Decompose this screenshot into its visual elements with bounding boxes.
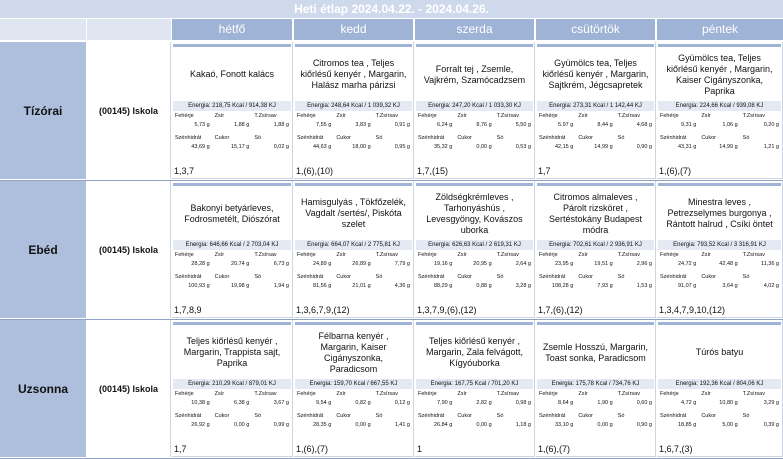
nutrient-label-salt: Só: [496, 135, 504, 141]
nutrient-value-protein: 23,95 g: [554, 261, 574, 267]
nutrient-label-protein: Fehérje: [175, 391, 194, 397]
nutrient-value-carbohydrate: 26,92 g: [191, 422, 210, 428]
nutrition-group: [295, 252, 412, 270]
nutrition-group: [416, 113, 533, 131]
nutrition-group: [658, 391, 781, 409]
nutrient-label-salt: Só: [375, 413, 383, 419]
nutrient-value-salt: 0,39 g: [763, 422, 779, 428]
nutrient-value-sugar: 15,17 g: [230, 144, 250, 150]
nutrient-label-fat: Zsír: [336, 252, 346, 258]
allergen-codes: 1,(6),(7): [659, 166, 692, 176]
nutrient-label-sugar: Cukor: [214, 274, 230, 280]
nutrient-value-salt: 0,90 g: [636, 422, 652, 428]
nutrient-label-salt: Só: [254, 135, 262, 141]
nutrient-value-salt: 1,41 g: [394, 422, 410, 428]
day-header-thursday: csütörtök: [536, 19, 655, 40]
nutrient-label-saturated-fat: T.Zsírsav: [375, 391, 398, 397]
energy-value: Energia: 664,07 Kcal / 2 775,81 KJ: [295, 240, 412, 250]
menu-cell: [415, 42, 535, 179]
nutrient-value-protein: 6,24 g: [437, 122, 453, 128]
nutrient-label-protein: Fehérje: [539, 252, 558, 258]
nutrient-label-carbohydrate: Szénhidrát: [418, 413, 445, 419]
nutrition-group: [537, 113, 654, 131]
energy-value: Energia: 248,64 Kcal / 1 039,32 KJ: [295, 101, 412, 111]
nutrient-label-protein: Fehérje: [418, 391, 437, 397]
allergen-codes: 1,7,(15): [417, 166, 449, 176]
nutrient-label-sugar: Cukor: [701, 135, 716, 141]
page-title: Heti étlap 2024.04.22. - 2024.04.26.: [0, 0, 783, 18]
nutrient-value-fat: 20,95 g: [473, 261, 492, 267]
energy-value: Energia: 702,61 Kcal / 2 936,91 KJ: [537, 240, 654, 250]
nutrient-label-protein: Fehérje: [418, 252, 437, 258]
nutrient-label-carbohydrate: Szénhidrát: [660, 135, 687, 141]
menu-cell: [172, 181, 293, 318]
nutrient-value-sugar: 3,64 g: [722, 283, 738, 289]
energy-value: Energia: 210,29 Kcal / 879,01 KJ: [173, 379, 291, 389]
nutrient-label-saturated-fat: T.Zsírsav: [254, 252, 277, 258]
menu-items: Túrós batyu: [695, 347, 744, 357]
menu-cell: [294, 320, 414, 457]
nutrient-value-protein: 7,55 g: [316, 122, 332, 128]
menu-items: Teljes kiőrlésű kenyér , Margarin, Trappista sajt, Paprika: [183, 336, 281, 368]
nutrient-value-sugar: 7,93 g: [597, 283, 613, 289]
nutrient-value-carbohydrate: 35,32 g: [433, 144, 453, 150]
menu-items: Citromos tea , Teljes kiőrlésű kenyér , Margarin, Halász marha párizsi: [300, 58, 407, 90]
nutrient-label-carbohydrate: Szénhidrát: [660, 274, 687, 280]
allergen-codes: 1,7,(6),(12): [538, 305, 583, 315]
nutrient-value-saturated-fat: 2,64 g: [515, 261, 531, 267]
nutrient-value-salt: 0,53 g: [515, 144, 531, 150]
nutrient-label-saturated-fat: T.Zsírsav: [496, 113, 519, 119]
nutrition-group: [173, 391, 291, 409]
allergen-codes: 1,3,6,7,9,(12): [296, 305, 350, 315]
nutrition-group: [416, 252, 533, 270]
nutrition-group: [658, 113, 781, 131]
nutrient-value-saturated-fat: 5,50 g: [515, 122, 531, 128]
cell-accent-bar: [537, 322, 654, 325]
nutrition-group: [295, 391, 412, 409]
day-header-friday: péntek: [657, 19, 783, 40]
nutrient-value-protein: 19,16 g: [433, 261, 453, 267]
nutrient-label-carbohydrate: Szénhidrát: [539, 135, 566, 141]
nutrient-value-sugar: 5,00 g: [722, 422, 738, 428]
allergen-codes: 1,(6),(7): [538, 444, 571, 454]
nutrient-value-sugar: 14,99 g: [719, 144, 738, 150]
menu-items: Gyümölcs tea, Teljes kiőrlésű kenyér , Margarin, Kaiser Cigányszonka, Paprika: [666, 52, 773, 96]
nutrition-group: [537, 274, 654, 292]
cell-accent-bar: [537, 183, 654, 186]
nutrient-value-carbohydrate: 108,28 g: [551, 283, 574, 289]
nutrient-label-salt: Só: [617, 135, 625, 141]
nutrient-label-saturated-fat: T.Zsírsav: [742, 252, 765, 258]
menu-items: Zsemle Hosszú, Margarin, Toast sonka, Paradicsom: [542, 341, 649, 363]
nutrient-label-salt: Só: [254, 413, 262, 419]
nutrition-group: [295, 113, 412, 131]
nutrient-value-saturated-fat: 0,60 g: [636, 400, 652, 406]
nutrient-label-protein: Fehérje: [418, 113, 437, 119]
nutrient-value-fat: 0,82 g: [355, 400, 371, 406]
nutrient-label-carbohydrate: Szénhidrát: [539, 274, 566, 280]
allergen-codes: 1: [417, 444, 423, 454]
nutrient-label-fat: Zsír: [214, 391, 225, 397]
nutrient-label-saturated-fat: T.Zsírsav: [496, 252, 519, 258]
nutrient-label-sugar: Cukor: [701, 274, 716, 280]
menu-items: Forralt tej , Zsemle, Vajkrém, Szamócadzsem: [423, 63, 526, 85]
nutrient-value-carbohydrate: 91,07 g: [677, 283, 697, 289]
nutrient-value-sugar: 0,88 g: [476, 283, 492, 289]
allergen-codes: 1,3,4,7,9,10,(12): [659, 305, 726, 315]
nutrient-label-protein: Fehérje: [297, 391, 316, 397]
nutrient-label-salt: Só: [617, 274, 625, 280]
nutrient-value-saturated-fat: 0,91 g: [394, 122, 410, 128]
energy-value: Energia: 646,66 Kcal / 2 703,04 KJ: [173, 240, 291, 250]
nutrient-label-carbohydrate: Szénhidrát: [297, 274, 324, 280]
energy-value: Energia: 218,75 Kcal / 914,38 KJ: [173, 101, 291, 111]
nutrient-value-saturated-fat: 11,36 g: [761, 261, 779, 267]
meal-label-tizorai: Tízórai: [0, 42, 86, 179]
allergen-codes: 1,(6),(10): [296, 166, 334, 176]
nutrient-label-salt: Só: [496, 274, 504, 280]
nutrient-label-fat: Zsír: [457, 252, 467, 258]
nutrition-group: [416, 135, 533, 153]
nutrient-value-carbohydrate: 44,63 g: [312, 144, 332, 150]
cell-accent-bar: [416, 322, 533, 325]
menu-items: Gyümölcs tea, Teljes kiőrlésű kenyér , Margarin, Sajtkrém, Jégcsapretek: [542, 58, 649, 90]
menu-cell: [294, 181, 414, 318]
nutrient-label-sugar: Cukor: [578, 413, 593, 419]
cell-accent-bar: [295, 44, 412, 47]
cell-accent-bar: [295, 183, 412, 186]
menu-items: Kakaó, Fonott kalács: [189, 69, 275, 79]
nutrient-value-saturated-fat: 0,12 g: [394, 400, 410, 406]
nutrient-value-saturated-fat: 3,29 g: [763, 400, 779, 406]
nutrition-group: [173, 252, 291, 270]
school-label: (00145) Iskola: [87, 320, 171, 457]
nutrient-label-fat: Zsír: [701, 113, 711, 119]
nutrient-value-fat: 2,82 g: [476, 400, 492, 406]
nutrient-value-protein: 9,54 g: [316, 400, 332, 406]
allergen-codes: 1,6,7,(3): [659, 444, 693, 454]
nutrient-label-protein: Fehérje: [660, 391, 679, 397]
cell-accent-bar: [537, 44, 654, 47]
nutrition-group: [658, 252, 781, 270]
nutrient-value-carbohydrate: 26,84 g: [433, 422, 453, 428]
allergen-codes: 1,(6),(7): [296, 444, 329, 454]
menu-cell: [536, 320, 656, 457]
energy-value: Energia: 626,63 Kcal / 2 619,31 KJ: [416, 240, 533, 250]
school-label: (00145) Iskola: [87, 181, 171, 318]
nutrient-value-saturated-fat: 2,96 g: [636, 261, 652, 267]
nutrient-label-fat: Zsír: [701, 391, 711, 397]
cell-accent-bar: [416, 183, 533, 186]
nutrient-label-carbohydrate: Szénhidrát: [539, 413, 566, 419]
nutrient-value-protein: 5,73 g: [194, 122, 210, 128]
nutrient-value-fat: 1,88 g: [234, 122, 250, 128]
nutrient-value-saturated-fat: 1,88 g: [273, 122, 289, 128]
nutrient-label-saturated-fat: T.Zsírsav: [375, 113, 398, 119]
nutrient-value-fat: 26,89 g: [352, 261, 371, 267]
nutrient-label-carbohydrate: Szénhidrát: [297, 413, 324, 419]
nutrient-value-salt: 3,28 g: [515, 283, 531, 289]
menu-items: Teljes kiőrlésű kenyér , Margarin, Zala felvágott, Kígyóuborka: [425, 336, 524, 368]
nutrient-label-protein: Fehérje: [660, 113, 679, 119]
nutrient-value-carbohydrate: 81,56 g: [312, 283, 332, 289]
energy-value: Energia: 175,78 Kcal / 734,76 KJ: [537, 379, 654, 389]
nutrient-value-protein: 28,28 g: [191, 261, 210, 267]
nutrient-label-fat: Zsír: [701, 252, 711, 258]
nutrient-label-fat: Zsír: [336, 391, 346, 397]
cell-accent-bar: [416, 44, 533, 47]
nutrient-value-saturated-fat: 0,20 g: [763, 122, 779, 128]
nutrient-value-salt: 0,02 g: [273, 144, 289, 150]
nutrient-value-salt: 1,18 g: [515, 422, 531, 428]
nutrient-value-carbohydrate: 88,29 g: [433, 283, 453, 289]
energy-value: Energia: 159,70 Kcal / 667,55 KJ: [295, 379, 412, 389]
nutrient-label-protein: Fehérje: [539, 391, 558, 397]
nutrition-group: [658, 135, 781, 153]
menu-cell: [536, 181, 656, 318]
nutrient-value-protein: 9,31 g: [681, 122, 697, 128]
nutrition-group: [537, 252, 654, 270]
nutrient-label-protein: Fehérje: [297, 252, 316, 258]
nutrient-value-carbohydrate: 42,15 g: [554, 144, 574, 150]
nutrient-label-sugar: Cukor: [578, 274, 593, 280]
menu-items: Hamisgulyás , Tökfőzelék, Vagdalt /sertés/, Piskóta szelet: [301, 197, 406, 229]
nutrient-value-salt: 1,21 g: [763, 144, 779, 150]
nutrition-group: [173, 274, 291, 292]
nutrient-label-fat: Zsír: [457, 391, 467, 397]
nutrient-label-carbohydrate: Szénhidrát: [175, 135, 202, 141]
nutrition-group: [173, 413, 291, 431]
menu-items: Zöldségkrémleves , Tarhonyáshús , Levesgyöngy, Kovászos uborka: [426, 191, 523, 235]
nutrition-group: [295, 274, 412, 292]
nutrition-group: [295, 135, 412, 153]
energy-value: Energia: 247,20 Kcal / 1 033,30 KJ: [416, 101, 533, 111]
nutrient-label-protein: Fehérje: [297, 113, 316, 119]
nutrient-label-sugar: Cukor: [214, 413, 230, 419]
nutrient-value-salt: 1,94 g: [273, 283, 289, 289]
nutrient-value-sugar: 19,98 g: [230, 283, 250, 289]
nutrient-label-saturated-fat: T.Zsírsav: [742, 391, 765, 397]
menu-cell: [657, 320, 783, 457]
cell-accent-bar: [658, 183, 781, 186]
nutrient-label-carbohydrate: Szénhidrát: [660, 413, 687, 419]
allergen-codes: 1,7: [174, 444, 187, 454]
cell-accent-bar: [173, 44, 291, 47]
nutrient-label-saturated-fat: T.Zsírsav: [617, 391, 640, 397]
nutrient-value-salt: 4,36 g: [394, 283, 410, 289]
nutrient-label-sugar: Cukor: [578, 135, 593, 141]
allergen-codes: 1,3,7,9,(6),(12): [417, 305, 477, 315]
header-corner: [0, 19, 86, 40]
nutrient-label-fat: Zsír: [578, 252, 588, 258]
nutrient-label-protein: Fehérje: [539, 113, 558, 119]
nutrient-value-fat: 20,74 g: [230, 261, 250, 267]
nutrient-value-sugar: 0,00 g: [476, 422, 492, 428]
nutrition-group: [173, 113, 291, 131]
menu-items: Bakonyi betyárleves, Fodrosmetélt, Diószórat: [184, 202, 280, 224]
day-header-monday: hétfő: [172, 19, 292, 40]
day-header-tuesday: kedd: [294, 19, 413, 40]
nutrient-value-sugar: 0,00 g: [597, 422, 613, 428]
nutrient-label-carbohydrate: Szénhidrát: [418, 135, 445, 141]
nutrient-value-fat: 10,80 g: [719, 400, 738, 406]
allergen-codes: 1,7: [538, 166, 551, 176]
meal-label-uzsonna: Uzsonna: [0, 320, 86, 457]
menu-items: Citromos almaleves , Párolt rizsköret , Sertéstokány Budapest módra: [548, 191, 643, 235]
nutrient-value-carbohydrate: 43,69 g: [191, 144, 210, 150]
nutrient-label-sugar: Cukor: [457, 274, 472, 280]
nutrient-label-sugar: Cukor: [336, 413, 351, 419]
nutrient-label-saturated-fat: T.Zsírsav: [617, 113, 640, 119]
nutrient-label-saturated-fat: T.Zsírsav: [496, 391, 519, 397]
nutrition-group: [295, 413, 412, 431]
menu-cell: [657, 42, 783, 179]
nutrient-label-fat: Zsír: [214, 113, 225, 119]
nutrient-label-carbohydrate: Szénhidrát: [175, 274, 202, 280]
nutrient-value-protein: 10,38 g: [191, 400, 210, 406]
nutrient-value-sugar: 0,00 g: [355, 422, 371, 428]
nutrient-value-sugar: 21,01 g: [352, 283, 371, 289]
energy-value: Energia: 793,52 Kcal / 3 316,91 KJ: [658, 240, 781, 250]
nutrient-value-salt: 0,90 g: [636, 144, 652, 150]
nutrient-label-sugar: Cukor: [214, 135, 230, 141]
school-label: (00145) Iskola: [87, 42, 171, 179]
nutrient-label-salt: Só: [742, 135, 750, 141]
allergen-codes: 1,7,8,9: [174, 305, 202, 315]
nutrient-label-protein: Fehérje: [660, 252, 679, 258]
nutrient-label-fat: Zsír: [214, 252, 225, 258]
menu-cell: [536, 42, 656, 179]
nutrient-label-protein: Fehérje: [175, 113, 194, 119]
nutrition-group: [537, 413, 654, 431]
nutrient-value-carbohydrate: 33,10 g: [554, 422, 574, 428]
nutrient-label-saturated-fat: T.Zsírsav: [254, 391, 277, 397]
nutrient-label-salt: Só: [375, 135, 383, 141]
nutrient-value-protein: 7,90 g: [437, 400, 453, 406]
nutrient-value-saturated-fat: 7,79 g: [394, 261, 410, 267]
nutrient-value-protein: 8,64 g: [558, 400, 574, 406]
nutrient-value-sugar: 0,00 g: [476, 144, 492, 150]
nutrition-group: [416, 391, 533, 409]
nutrient-label-carbohydrate: Szénhidrát: [175, 413, 202, 419]
nutrient-value-protein: 5,97 g: [558, 122, 574, 128]
nutrient-value-salt: 0,95 g: [394, 144, 410, 150]
menu-items: Félbarna kenyér , Margarin, Kaiser Cigányszonka, Paradicsom: [318, 330, 389, 374]
nutrient-value-fat: 6,38 g: [234, 400, 250, 406]
nutrient-label-salt: Só: [617, 413, 625, 419]
nutrient-label-saturated-fat: T.Zsírsav: [254, 113, 277, 119]
nutrition-group: [416, 274, 533, 292]
nutrient-label-saturated-fat: T.Zsírsav: [617, 252, 640, 258]
nutrient-label-salt: Só: [496, 413, 504, 419]
energy-value: Energia: 167,75 Kcal / 701,20 KJ: [416, 379, 533, 389]
nutrient-label-salt: Só: [254, 274, 262, 280]
energy-value: Energia: 273,31 Kcal / 1 142,44 KJ: [537, 101, 654, 111]
menu-cell: [415, 320, 535, 457]
energy-value: Energia: 192,36 Kcal / 804,06 KJ: [658, 379, 781, 389]
nutrient-value-saturated-fat: 0,98 g: [515, 400, 531, 406]
menu-items: Minestra leves , Petrezselymes burgonya , Rántott halrud , Csíki öntet: [666, 197, 773, 229]
nutrient-label-fat: Zsír: [578, 391, 588, 397]
nutrient-label-sugar: Cukor: [457, 135, 472, 141]
nutrient-label-carbohydrate: Szénhidrát: [418, 274, 445, 280]
nutrient-value-protein: 24,89 g: [312, 261, 332, 267]
nutrient-label-salt: Só: [375, 274, 383, 280]
menu-cell: [415, 181, 535, 318]
energy-value: Energia: 224,66 Kcal / 939,08 KJ: [658, 101, 781, 111]
menu-cell: [172, 42, 293, 179]
cell-accent-bar: [173, 183, 291, 186]
nutrient-value-fat: 8,76 g: [476, 122, 492, 128]
nutrition-group: [658, 413, 781, 431]
nutrition-group: [658, 274, 781, 292]
nutrient-value-sugar: 18,00 g: [352, 144, 371, 150]
header-corner-school: [87, 19, 171, 40]
menu-cell: [172, 320, 293, 457]
nutrient-label-sugar: Cukor: [701, 413, 716, 419]
nutrient-label-protein: Fehérje: [175, 252, 194, 258]
nutrient-value-fat: 1,06 g: [722, 122, 738, 128]
nutrient-value-saturated-fat: 6,73 g: [273, 261, 289, 267]
nutrient-value-fat: 1,90 g: [597, 400, 613, 406]
nutrient-label-carbohydrate: Szénhidrát: [297, 135, 324, 141]
nutrient-value-carbohydrate: 28,35 g: [312, 422, 332, 428]
nutrient-value-fat: 19,51 g: [594, 261, 613, 267]
cell-accent-bar: [658, 44, 781, 47]
nutrition-group: [537, 135, 654, 153]
nutrient-label-salt: Só: [742, 274, 750, 280]
nutrient-value-sugar: 14,99 g: [594, 144, 613, 150]
nutrient-value-carbohydrate: 18,85 g: [677, 422, 697, 428]
cell-accent-bar: [173, 322, 291, 325]
cell-accent-bar: [658, 322, 781, 325]
nutrient-label-salt: Só: [742, 413, 750, 419]
nutrient-value-fat: 3,83 g: [355, 122, 371, 128]
nutrient-label-sugar: Cukor: [336, 274, 351, 280]
nutrient-value-saturated-fat: 3,67 g: [273, 400, 289, 406]
nutrient-value-carbohydrate: 43,31 g: [677, 144, 697, 150]
nutrient-label-saturated-fat: T.Zsírsav: [375, 252, 398, 258]
nutrient-value-salt: 0,99 g: [273, 422, 289, 428]
nutrient-value-saturated-fat: 4,68 g: [636, 122, 652, 128]
nutrient-label-fat: Zsír: [457, 113, 467, 119]
nutrition-group: [416, 413, 533, 431]
nutrient-value-salt: 1,53 g: [636, 283, 652, 289]
nutrient-label-fat: Zsír: [336, 113, 346, 119]
menu-cell: [294, 42, 414, 179]
nutrient-value-sugar: 0,00 g: [234, 422, 250, 428]
nutrient-value-protein: 24,72 g: [677, 261, 697, 267]
nutrition-group: [537, 391, 654, 409]
nutrient-value-fat: 42,48 g: [719, 261, 738, 267]
nutrient-value-protein: 4,72 g: [681, 400, 697, 406]
meal-label-ebed: Ebéd: [0, 181, 86, 318]
nutrient-value-fat: 8,44 g: [597, 122, 613, 128]
nutrient-label-fat: Zsír: [578, 113, 588, 119]
nutrient-label-sugar: Cukor: [457, 413, 472, 419]
nutrient-label-saturated-fat: T.Zsírsav: [742, 113, 765, 119]
allergen-codes: 1,3,7: [174, 166, 195, 176]
nutrient-value-carbohydrate: 100,93 g: [188, 283, 210, 289]
cell-accent-bar: [295, 322, 412, 325]
nutrition-group: [173, 135, 291, 153]
nutrient-label-sugar: Cukor: [336, 135, 351, 141]
menu-cell: [657, 181, 783, 318]
day-header-wednesday: szerda: [415, 19, 534, 40]
nutrient-value-salt: 4,02 g: [763, 283, 779, 289]
